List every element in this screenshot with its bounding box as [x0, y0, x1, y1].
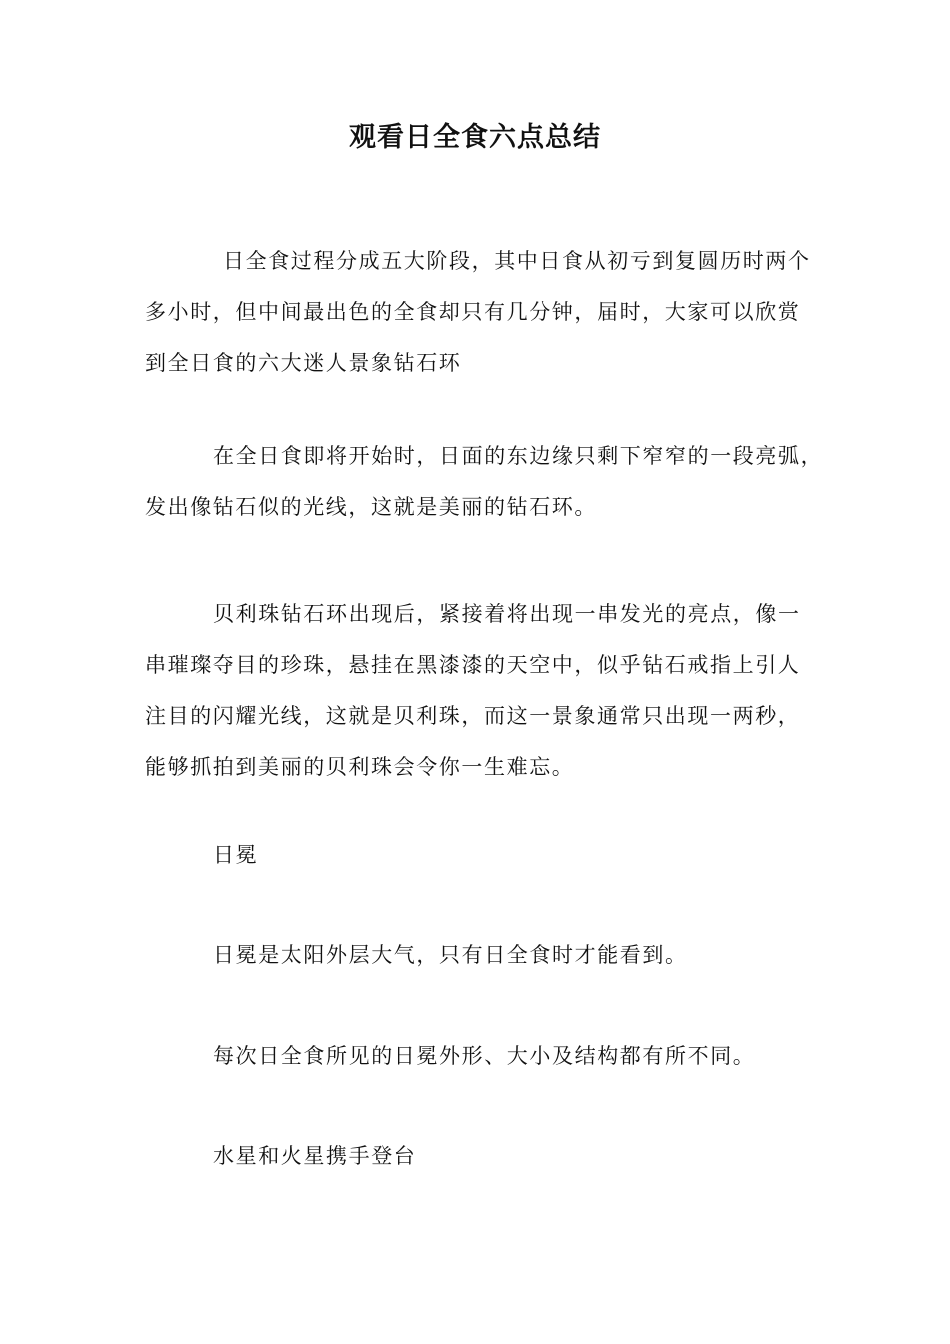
paragraph-corona-desc	[145, 930, 845, 981]
paragraph-line: 水星和火星携手登台	[213, 1144, 417, 1168]
heading-mercury-mars	[145, 1131, 845, 1182]
paragraph-line: 日全食过程分成五大阶段，其中日食从初亏到复圆历时两个	[223, 249, 811, 273]
paragraph-line: 发出像钻石似的光线，这就是美丽的钻石环。	[145, 495, 597, 519]
paragraph-line: 到全日食的六大迷人景象钻石环	[145, 351, 462, 375]
paragraph-diamond-ring	[145, 431, 845, 533]
paragraph-line: 日冕是太阳外层大气，只有日全食时才能看到。	[213, 943, 688, 967]
paragraph-line: 日冕	[213, 843, 259, 867]
paragraph-line: 每次日全食所见的日冕外形、大小及结构都有所不同。	[213, 1044, 756, 1068]
paragraph-line: 多小时，但中间最出色的全食却只有几分钟，届时，大家可以欣赏	[145, 300, 801, 324]
paragraph-stages	[145, 236, 845, 389]
heading-corona	[145, 830, 845, 881]
paragraph-corona-shape	[145, 1031, 845, 1082]
document-title: 观看日全食六点总结	[349, 122, 601, 153]
paragraph-baily-beads	[145, 589, 845, 793]
paragraph-line: 贝利珠钻石环出现后，紧接着将出现一串发光的亮点，像一	[213, 602, 801, 626]
paragraph-line: 注目的闪耀光线，这就是贝利珠，而这一景象通常只出现一两秒，	[145, 704, 801, 728]
paragraph-line: 在全日食即将开始时，日面的东边缘只剩下窄窄的一段亮弧，	[213, 444, 824, 468]
paragraph-line: 串璀璨夺目的珍珠，悬挂在黑漆漆的天空中，似乎钻石戒指上引人	[145, 653, 801, 677]
paragraph-line: 能够抓拍到美丽的贝利珠会令你一生难忘。	[145, 755, 575, 779]
